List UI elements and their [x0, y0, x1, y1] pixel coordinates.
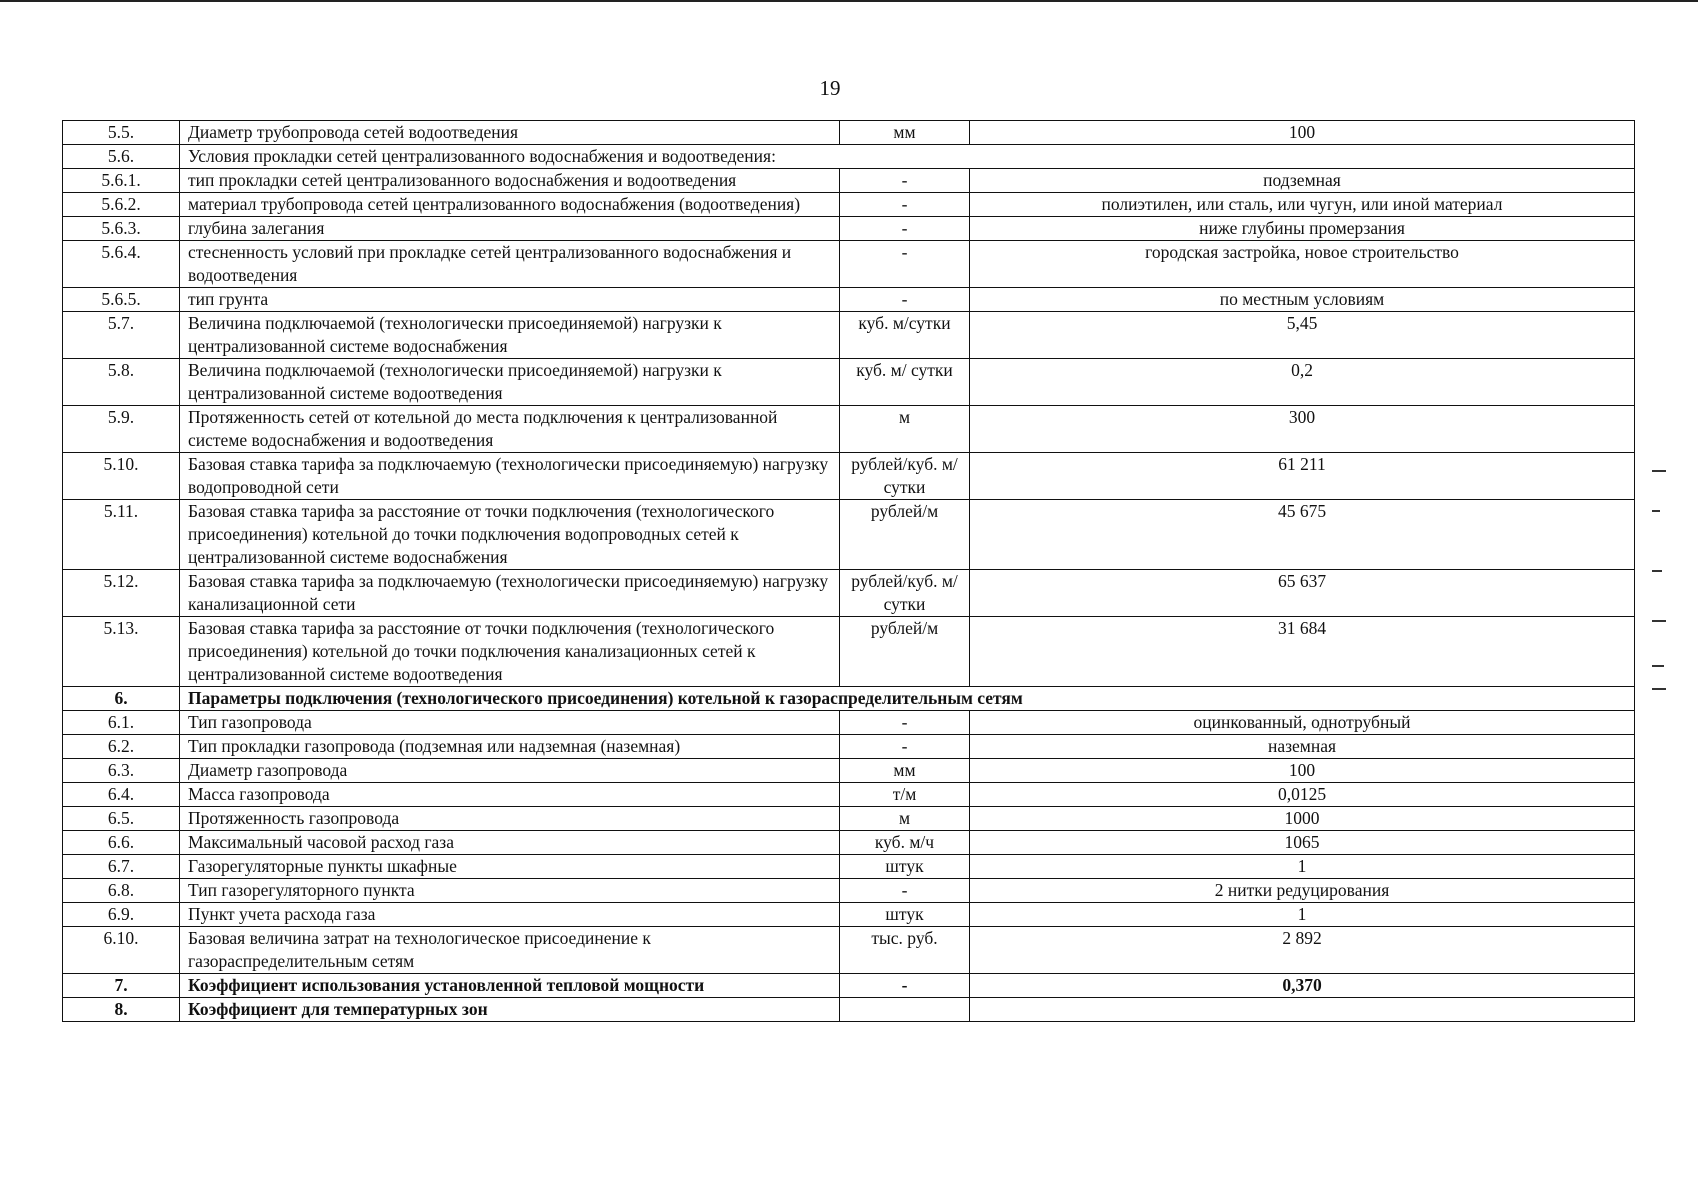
row-unit: - — [840, 217, 970, 241]
row-description: тип прокладки сетей централизованного водоснабжения и водоотведения — [180, 169, 840, 193]
table-row — [63, 903, 1635, 927]
row-number: 6.7. — [63, 855, 180, 879]
row-description: Тип газопровода — [180, 711, 840, 735]
row-value: 5,45 — [970, 312, 1635, 359]
table-row — [63, 500, 1635, 570]
table-row — [63, 241, 1635, 288]
row-number: 5.12. — [63, 570, 180, 617]
row-number: 8. — [63, 998, 180, 1022]
row-unit: - — [840, 241, 970, 288]
row-description: Базовая величина затрат на технологическое присоединение к газораспределительным сетям — [180, 927, 840, 974]
table-row — [63, 169, 1635, 193]
row-number: 5.6. — [63, 145, 180, 169]
row-number: 6.3. — [63, 759, 180, 783]
row-value: 2 892 — [970, 927, 1635, 974]
table-row — [63, 312, 1635, 359]
row-description: Тип газорегуляторного пункта — [180, 879, 840, 903]
row-description: Базовая ставка тарифа за расстояние от точки подключения (технологического присоединения) котельной до точки подключения водопроводных сетей к централизованной системе водоснабжения — [180, 500, 840, 570]
table-row — [63, 879, 1635, 903]
table-row — [63, 193, 1635, 217]
row-description: Величина подключаемой (технологически присоединяемой) нагрузки к централизованной системе водоотведения — [180, 359, 840, 406]
row-unit: м — [840, 807, 970, 831]
row-description: Диаметр газопровода — [180, 759, 840, 783]
row-unit: рублей/м — [840, 617, 970, 687]
row-description: Коэффициент использования установленной тепловой мощности — [180, 974, 840, 998]
row-number: 5.13. — [63, 617, 180, 687]
row-number: 6.8. — [63, 879, 180, 903]
row-unit: куб. м/ч — [840, 831, 970, 855]
row-value: подземная — [970, 169, 1635, 193]
table-row — [63, 217, 1635, 241]
table-row — [63, 288, 1635, 312]
row-value — [970, 998, 1635, 1022]
table-row — [63, 735, 1635, 759]
row-description: стесненность условий при прокладке сетей централизованного водоснабжения и водоотведения — [180, 241, 840, 288]
row-description: материал трубопровода сетей централизованного водоснабжения (водоотведения) — [180, 193, 840, 217]
row-unit: рублей/куб. м/сутки — [840, 453, 970, 500]
table-row — [63, 121, 1635, 145]
table-row — [63, 783, 1635, 807]
table-row — [63, 807, 1635, 831]
row-value: ниже глубины промерзания — [970, 217, 1635, 241]
row-unit: - — [840, 711, 970, 735]
row-description: Протяженность газопровода — [180, 807, 840, 831]
parameters-table — [62, 120, 1635, 1022]
row-description: Тип прокладки газопровода (подземная или надземная (наземная) — [180, 735, 840, 759]
row-number: 7. — [63, 974, 180, 998]
row-description: Масса газопровода — [180, 783, 840, 807]
row-description: Максимальный часовой расход газа — [180, 831, 840, 855]
row-number: 5.6.2. — [63, 193, 180, 217]
row-unit: м — [840, 406, 970, 453]
row-unit: штук — [840, 855, 970, 879]
table-row — [63, 831, 1635, 855]
row-number: 5.7. — [63, 312, 180, 359]
row-value: 1 — [970, 855, 1635, 879]
row-value: 61 211 — [970, 453, 1635, 500]
row-description: Газорегуляторные пункты шкафные — [180, 855, 840, 879]
row-unit: - — [840, 169, 970, 193]
row-number: 5.10. — [63, 453, 180, 500]
table-row — [63, 759, 1635, 783]
row-number: 6.4. — [63, 783, 180, 807]
row-number: 5.6.1. — [63, 169, 180, 193]
row-unit: - — [840, 288, 970, 312]
row-description: тип грунта — [180, 288, 840, 312]
row-value: 0,0125 — [970, 783, 1635, 807]
row-number: 6.2. — [63, 735, 180, 759]
row-description: Базовая ставка тарифа за подключаемую (технологически присоединяемую) нагрузку канализационной сети — [180, 570, 840, 617]
scan-top-edge — [0, 0, 1698, 2]
row-number: 6.5. — [63, 807, 180, 831]
row-unit: штук — [840, 903, 970, 927]
row-unit: - — [840, 193, 970, 217]
row-description: Параметры подключения (технологического присоединения) котельной к газораспределительным сетям — [180, 687, 1635, 711]
row-value: 2 нитки редуцирования — [970, 879, 1635, 903]
row-value: городская застройка, новое строительство — [970, 241, 1635, 288]
row-value: 300 — [970, 406, 1635, 453]
row-description: Условия прокладки сетей централизованного водоснабжения и водоотведения: — [180, 145, 1635, 169]
row-value: 0,370 — [970, 974, 1635, 998]
row-number: 6.10. — [63, 927, 180, 974]
row-number: 6.9. — [63, 903, 180, 927]
row-description: Диаметр трубопровода сетей водоотведения — [180, 121, 840, 145]
row-unit: тыс. руб. — [840, 927, 970, 974]
row-value: полиэтилен, или сталь, или чугун, или иной материал — [970, 193, 1635, 217]
table-row — [63, 687, 1635, 711]
table-row — [63, 145, 1635, 169]
row-unit: мм — [840, 759, 970, 783]
row-value: 100 — [970, 121, 1635, 145]
row-unit: - — [840, 879, 970, 903]
table-row — [63, 711, 1635, 735]
page-number: 19 — [819, 76, 841, 100]
row-description: Протяженность сетей от котельной до места подключения к централизованной системе водоснабжения и водоотведения — [180, 406, 840, 453]
row-number: 6.6. — [63, 831, 180, 855]
row-description: Величина подключаемой (технологически присоединяемой) нагрузки к централизованной системе водоснабжения — [180, 312, 840, 359]
row-number: 5.9. — [63, 406, 180, 453]
table-row — [63, 927, 1635, 974]
row-description: глубина залегания — [180, 217, 840, 241]
row-description: Пункт учета расхода газа — [180, 903, 840, 927]
table-row — [63, 406, 1635, 453]
row-value: 1 — [970, 903, 1635, 927]
table-row — [63, 855, 1635, 879]
row-value: 1000 — [970, 807, 1635, 831]
scan-margin-marks — [1652, 470, 1682, 730]
row-unit: рублей/м — [840, 500, 970, 570]
row-value: 100 — [970, 759, 1635, 783]
row-unit: - — [840, 735, 970, 759]
row-description: Коэффициент для температурных зон — [180, 998, 840, 1022]
row-unit: рублей/куб. м/сутки — [840, 570, 970, 617]
row-value: оцинкованный, однотрубный — [970, 711, 1635, 735]
row-unit: - — [840, 974, 970, 998]
row-number: 5.6.4. — [63, 241, 180, 288]
row-value: 45 675 — [970, 500, 1635, 570]
row-number: 5.6.3. — [63, 217, 180, 241]
table-row — [63, 998, 1635, 1022]
row-value: 0,2 — [970, 359, 1635, 406]
row-number: 6.1. — [63, 711, 180, 735]
row-number: 5.6.5. — [63, 288, 180, 312]
row-unit: куб. м/ сутки — [840, 359, 970, 406]
row-value: наземная — [970, 735, 1635, 759]
row-number: 5.8. — [63, 359, 180, 406]
row-unit: т/м — [840, 783, 970, 807]
row-number: 6. — [63, 687, 180, 711]
row-value: 31 684 — [970, 617, 1635, 687]
row-value: по местным условиям — [970, 288, 1635, 312]
row-unit: куб. м/сутки — [840, 312, 970, 359]
row-number: 5.5. — [63, 121, 180, 145]
row-unit — [840, 998, 970, 1022]
table-row — [63, 617, 1635, 687]
table-row — [63, 570, 1635, 617]
row-unit: мм — [840, 121, 970, 145]
row-number: 5.11. — [63, 500, 180, 570]
table-row — [63, 974, 1635, 998]
row-value: 65 637 — [970, 570, 1635, 617]
table-row — [63, 453, 1635, 500]
row-description: Базовая ставка тарифа за расстояние от точки подключения (технологического присоединения) котельной до точки подключения канализационных сетей к централизованной системе водоотведения — [180, 617, 840, 687]
row-value: 1065 — [970, 831, 1635, 855]
table-body — [63, 121, 1635, 1022]
table-row — [63, 359, 1635, 406]
row-description: Базовая ставка тарифа за подключаемую (технологически присоединяемую) нагрузку водопроводной сети — [180, 453, 840, 500]
